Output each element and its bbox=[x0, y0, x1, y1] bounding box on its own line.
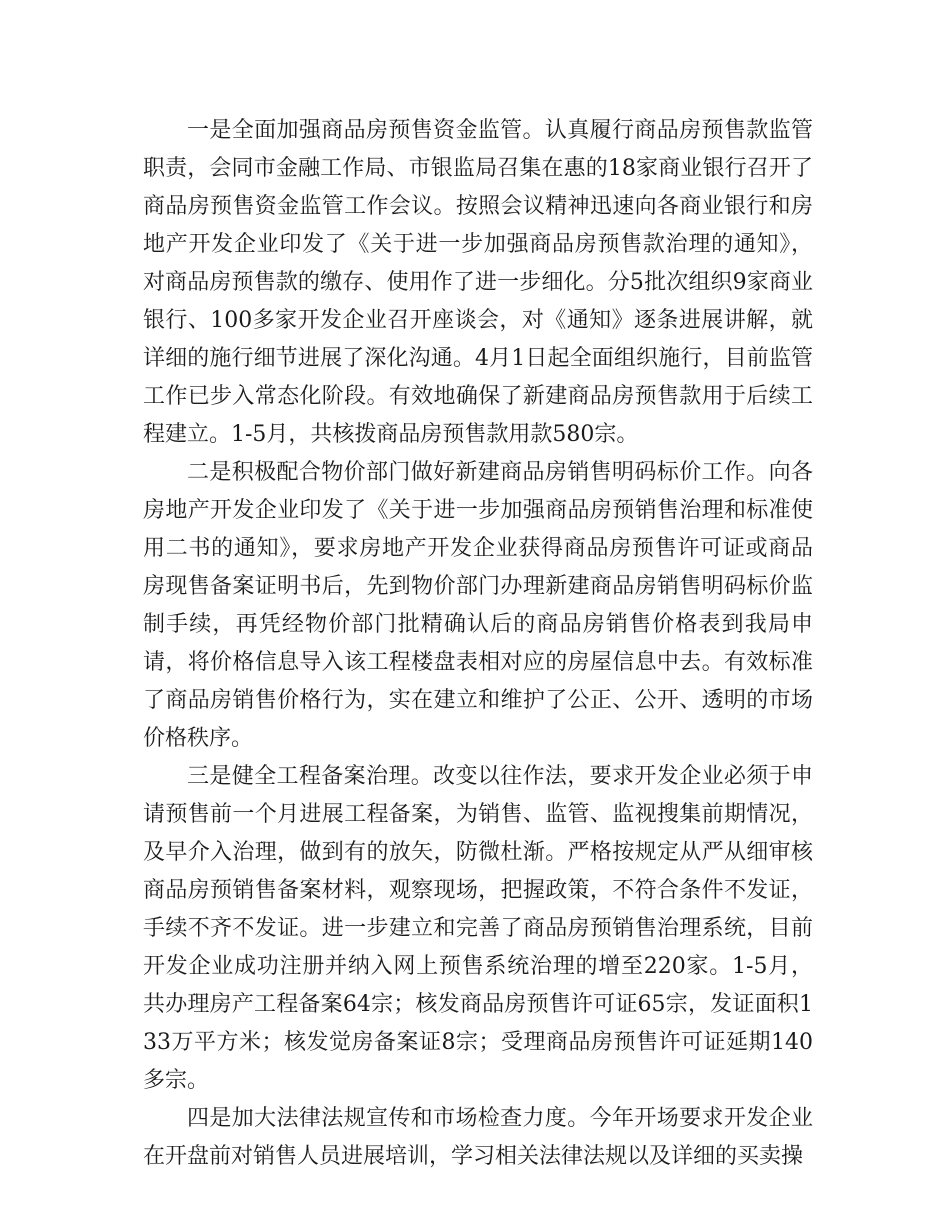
paragraph-3: 三是健全工程备案治理。改变以往作法，要求开发企业必须于申请预售前一个月进展工程备案，为销售、监管、监视搜集前期情况，及早介入治理，做到有的放矢，防微杜渐。严格按规定从严从细审核商品房预销售备案材料，观察现场，把握政策，不符合条件不发证，手续不齐不发证。进一步建立和完善了商品房预销售治理系统，目前开发企业成功注册并纳入网上预售系统治理的增至220家。1-5月，共办理房产工程备案64宗；核发商品房预售许可证65宗，发证面积133万平方米；核发觉房备案证8宗；受理商品房预售许可证延期140多宗。 bbox=[143, 764, 813, 1093]
paragraph-1: 一是全面加强商品房预售资金监管。认真履行商品房预售款监管职责，会同市金融工作局、市银监局召集在惠的18家商业银行召开了商品房预售资金监管工作会议。按照会议精神迅速向各商业银行和房地产开发企业印发了《关于进一步加强商品房预售款治理的通知》，对商品房预售款的缴存、使用作了进一步细化。分5批次组织9家商业银行、100多家开发企业召开座谈会，对《通知》逐条进展讲解，就详细的施行细节进展了深化沟通。4月1日起全面组织施行，目前监管工作已步入常态化阶段。有效地确保了新建商品房预售款用于后续工程建立。1-5月，共核拨商品房预售款用款580宗。 bbox=[143, 118, 813, 447]
paragraph-4: 四是加大法律法规宣传和市场检查力度。今年开场要求开发企业在开盘前对销售人员进展培训，学习相关法律法规以及详细的买卖操 bbox=[143, 1106, 813, 1169]
paragraph-2: 二是积极配合物价部门做好新建商品房销售明码标价工作。向各房地产开发企业印发了《关于进一步加强商品房预销售治理和标准使用二书的通知》，要求房地产开发企业获得商品房预售许可证或商品房现售备案证明书后，先到物价部门办理新建商品房销售明码标价监制手续，再凭经物价部门批精确认后的商品房销售价格表到我局申请，将价格信息导入该工程楼盘表相对应的房屋信息中去。有效标准了商品房销售价格行为，实在建立和维护了公正、公开、透明的市场价格秩序。 bbox=[143, 460, 813, 751]
document-body bbox=[143, 112, 813, 1176]
